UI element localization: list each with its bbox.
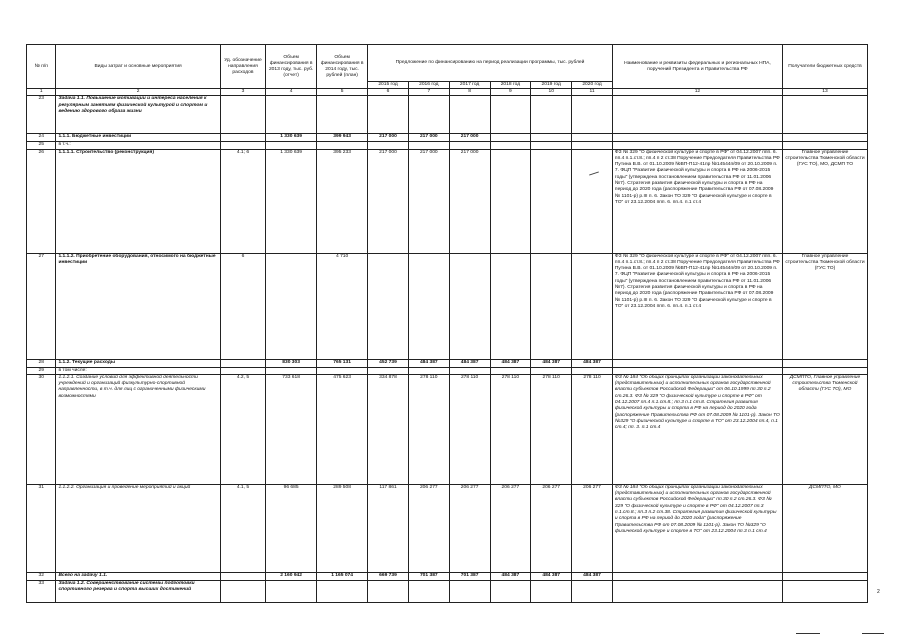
budget-recipient: Главное управление строительства Тюменской области (ГУС ТО), МО, ДСМП ТО — [782, 149, 867, 253]
value-2017: 701 387 — [449, 572, 490, 580]
budget-recipient: Главное управление строительства Тюменской области (ГУС ТО) — [782, 253, 867, 359]
value-2017: 278 110 — [449, 374, 490, 484]
value-2019: 484 387 — [531, 359, 572, 367]
table-row — [27, 149, 868, 253]
direction-code: 4.1; 6 — [220, 149, 265, 253]
table-row — [27, 134, 868, 142]
task-name: Задача 1.1. Повышение мотивации и интереса населения к регулярным занятиям физической культурой и спортом и ведению здорового образа жизни — [56, 96, 220, 134]
header-row — [27, 45, 868, 82]
value-2015: 217 000 — [368, 134, 409, 142]
item-name: 1.1.2.1. Создание условий для эффективной деятельности учреждений и организаций физкультурно-спортивной направленности, в т.ч. для лиц с ограниченными физическими возможностями — [56, 374, 220, 484]
legal-basis: ФЗ № 184 "Об общих принципах организации законодательных (представительных) и исполнительных органов государственной власти субъектов Российской Федерации" от 06.10.1999 пп.30 п.2 ст.26.3. ФЗ № 329 "О физической культуре и спорте в РФ" от 04.12.2007 пп.4 п.1.ст.8.; пп.3 п.1 ст.8. Стратегия развития физической культуры и спорта в РФ на период до 2020 года (распоряжение Правительства РФ от 07.08.2009 № 1101-р). Закон ТО №329 "О физической культуре и спорте в ТО" от 23.12.2004 пп.4, п.1 ст.4; пп. 3. п.1 ст.4 — [612, 374, 782, 484]
col-weight-header: Уд. обозначение направления расходов — [220, 45, 265, 89]
item-name: 1.1.1.2. Приобретение оборудования, относимого на бюджетные инвестиции — [56, 253, 220, 359]
value-2020: 278 110 — [572, 374, 613, 484]
value-2016: 206 277 — [408, 484, 449, 572]
col-number: 7 — [408, 89, 449, 96]
year-header: 2018 год — [490, 82, 531, 89]
item-name: 1.1.1. Бюджетные инвестиции — [56, 134, 220, 142]
col-types-header: Виды затрат и основные мероприятия — [56, 45, 220, 89]
row-number: 25 — [27, 142, 56, 149]
value-2013: 1 330 639 — [266, 134, 317, 142]
col-number: 4 — [266, 89, 317, 96]
year-header: 2019 год — [531, 82, 572, 89]
row-number: 28 — [27, 359, 56, 367]
table-row — [27, 359, 868, 367]
row-number: 24 — [27, 134, 56, 142]
value-2016: 278 110 — [408, 374, 449, 484]
value-2015: 217 000 — [368, 149, 409, 253]
value-2017: 217 000 — [449, 134, 490, 142]
scan-edge-mark — [796, 633, 820, 634]
col-number: 10 — [531, 89, 572, 96]
budget-recipient: ДСМПТО, МО — [782, 484, 867, 572]
value-2017: 484 387 — [449, 359, 490, 367]
year-header: 2016 год — [408, 82, 449, 89]
col-number: 1 — [27, 89, 56, 96]
value-2018: 484 387 — [490, 572, 531, 580]
col-recipients-header: Получатели бюджетных средств — [782, 45, 867, 89]
table-row — [27, 367, 868, 374]
item-name: в том числе: — [56, 367, 220, 374]
value-2016: 701 387 — [408, 572, 449, 580]
value-2014: 395 233 — [317, 149, 368, 253]
value-2020: 484 387 — [572, 359, 613, 367]
value-2014: 1 165 074 — [317, 572, 368, 580]
value-2015: 117 861 — [368, 484, 409, 572]
legal-basis: ФЗ № 329 "О физической культуре и спорте в РФ" от 04.12.2007 ппп. 6. пп.4 п.1.ст.8.; пп.4 п 2 ст.38 Поручение Председателя Правительства РФ Путина В.В. от 01.10.2009 №ВП-П12-41пр №14544п/09 от 20.10.2009 п. 7. ФЦП "Развитие физической культуры и спорта в РФ на 2006-2015 годы" (утверждена постановлением правительства РФ от 11.01.2006 №7). Стратегия развития физической культуры и спорта в РФ на период до 2020 года (распоряжение Правительства РФ от 07.08.2009 № 1101-р) р.III п. 6. Закон ТО 329 "О физической культуре и спорте в ТО" от 23.12.2004 ппп. 6. пп.4. п.1 ст.4 — [612, 253, 782, 359]
table-row — [27, 374, 868, 484]
budget-recipient: ДСМПТО, Главное управление строительства Тюменской области (ГУС ТО), МО — [782, 374, 867, 484]
row-number: 23 — [27, 96, 56, 134]
year-header: 2015 год — [368, 82, 409, 89]
value-2013: 733 618 — [266, 374, 317, 484]
scan-edge-mark — [862, 633, 884, 634]
value-2015: 669 739 — [368, 572, 409, 580]
value-2018: 206 277 — [490, 484, 531, 572]
value-2013: 1 330 639 — [266, 149, 317, 253]
row-number: 29 — [27, 367, 56, 374]
year-header: 2020 год — [572, 82, 613, 89]
row-number: 30 — [27, 374, 56, 484]
value-2013: 2 160 942 — [266, 572, 317, 580]
col-number: 12 — [612, 89, 782, 96]
value-2017: 206 277 — [449, 484, 490, 572]
value-2014: 475 623 — [317, 374, 368, 484]
value-2013: 96 685 — [266, 484, 317, 572]
col-forecast-header: Предложение по финансированию на период реализации программы, тыс. рублей — [368, 45, 613, 82]
value-2014: 4 710 — [317, 253, 368, 359]
direction-code: 4.2, 5 — [220, 374, 265, 484]
value-2016: 217 000 — [408, 134, 449, 142]
row-number: 32 — [27, 572, 56, 580]
value-2020: 484 387 — [572, 572, 613, 580]
col-number: 3 — [220, 89, 265, 96]
page-number: 2 — [877, 589, 880, 595]
col-number: 2 — [56, 89, 220, 96]
value-2014: 289 508 — [317, 484, 368, 572]
value-2019: 278 110 — [531, 374, 572, 484]
value-2016: 217 000 — [408, 149, 449, 253]
row-number: 26 — [27, 149, 56, 253]
row-number: 31 — [27, 484, 56, 572]
col-number: 9 — [490, 89, 531, 96]
value-2015: 334 878 — [368, 374, 409, 484]
col-number: 11 — [572, 89, 613, 96]
col-number: 5 — [317, 89, 368, 96]
value-2020: 206 277 — [572, 484, 613, 572]
value-2014: 399 943 — [317, 134, 368, 142]
column-number-row — [27, 89, 868, 96]
table-row — [27, 96, 868, 134]
legal-basis: ФЗ № 329 "О физической культуре и спорте в РФ" от 04.12.2007 ппп. 6. пп.4 п.1.ст.8.; пп.4 п 2 ст.38 Поручение Председателя Правительства РФ Путина В.В. от 01.10.2009 №ВП-П12-41пр №14544п/09 от 20.10.2009 п. 7. ФЦП "Развитие физической культуры и спорта в РФ на 2006-2015 годы" (утверждена постановлением правительства РФ от 11.01.2006 №7). Стратегия развития физической культуры и спорта в РФ на период до 2020 года (распоряжение Правительства РФ от 07.08.2009 № 1101-р) р.III п. 6. Закон ТО 329 "О физической культуре и спорте в ТО" от 23.12.2004 ппп. 6. пп.4. п.1 ст.4 — [612, 149, 782, 253]
table-row — [27, 253, 868, 359]
value-2016: 484 387 — [408, 359, 449, 367]
col-vol2014-header: Объем финансирования в 2014 году, тыс. рублей (план) — [317, 45, 368, 89]
direction-code: 6 — [220, 253, 265, 359]
col-number: 6 — [368, 89, 409, 96]
item-name: 1.1.1.1. Строительство (реконструкция) — [56, 149, 220, 253]
value-2019: 484 387 — [531, 572, 572, 580]
item-name: Всего на задачу 1.1. — [56, 572, 220, 580]
value-2015: 452 739 — [368, 359, 409, 367]
table-row — [27, 484, 868, 572]
value-2019: 206 277 — [531, 484, 572, 572]
value-2013: 830 303 — [266, 359, 317, 367]
row-number: 33 — [27, 580, 56, 602]
table-row — [27, 572, 868, 580]
row-number: 27 — [27, 253, 56, 359]
direction-code: 4.1, 5 — [220, 484, 265, 572]
value-2018: 278 110 — [490, 374, 531, 484]
legal-basis: ФЗ № 184 "Об общих принципах организации законодательных (представительных) и исполнительных органов государственной власти субъектов Российской Федерации" пп.30 п.2 ст.26.3. ФЗ № 329 "О физической культуре и спорте в РФ" от 04.12.2007 пп.3 п.1.ст.8.; пп.3 п.2 ст.38. Стратегия развития физической культуры и спорта в РФ на период до 2020 года" (распоряжение Правительства РФ от 07.08.2009 № 1101-р). Закон ТО №329 "О физической культуре и спорте в ТО" от 23.12.2004 пп.3 п.1 ст.4 — [612, 484, 782, 572]
col-number: 13 — [782, 89, 867, 96]
col-number: 8 — [449, 89, 490, 96]
col-no-header: № п/п — [27, 45, 56, 89]
item-name: 1.1.2. Текущие расходы — [56, 359, 220, 367]
table-row — [27, 580, 868, 602]
item-name: 1.1.2.2. Организация и проведение мероприятий и акций — [56, 484, 220, 572]
value-2017: 217 000 — [449, 149, 490, 253]
task-name: Задача 1.2. Совершенствование системы подготовки спортивного резерва и спорта высших достижений — [56, 580, 220, 602]
year-header: 2017 год — [449, 82, 490, 89]
value-2018: 484 387 — [490, 359, 531, 367]
col-npa-header: Наименование и реквизиты федеральных и региональных НПА, поручений Президента и Правительства РФ — [612, 45, 782, 89]
table-row — [27, 142, 868, 149]
col-vol2013-header: Объем финансирования в 2013 году, тыс. руб. (отчет) — [266, 45, 317, 89]
program-budget-table — [26, 44, 868, 603]
value-2014: 765 131 — [317, 359, 368, 367]
item-name: в т.ч.: — [56, 142, 220, 149]
